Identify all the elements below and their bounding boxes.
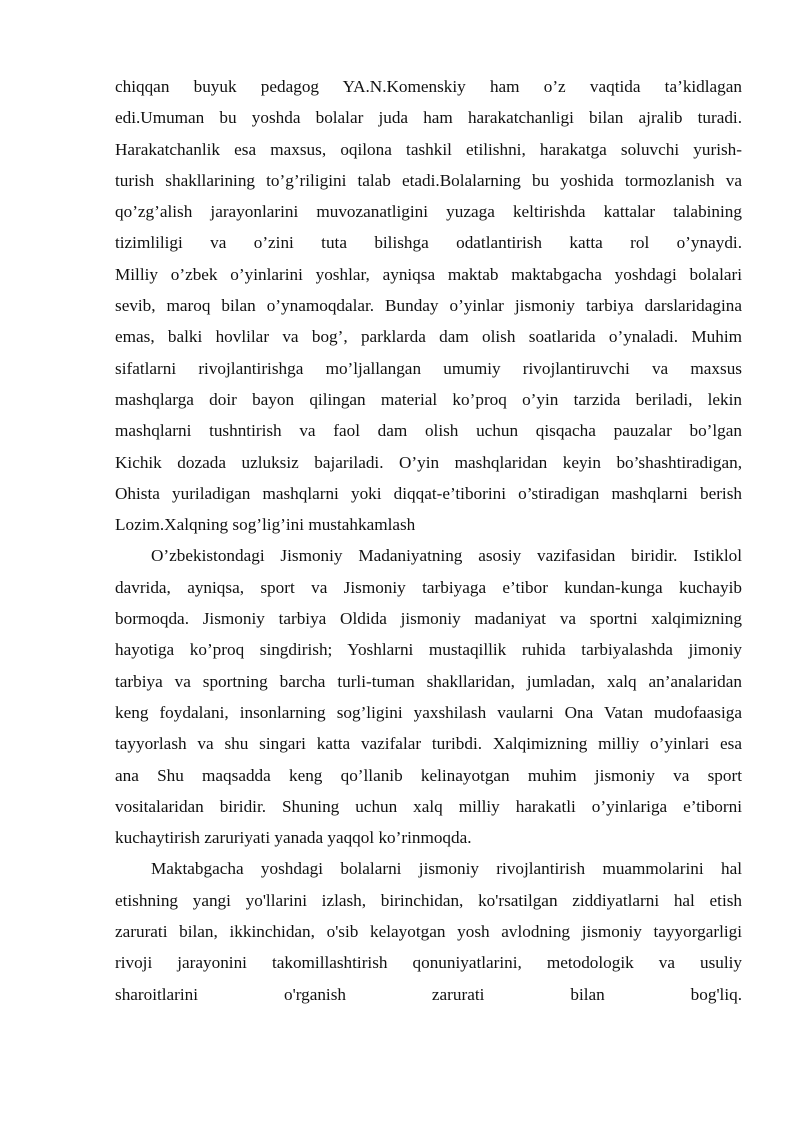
text-line: Kichik dozada uzluksiz bajariladi. O’yin mashqlaridan keyin bo’shashtiradigan,	[115, 452, 742, 472]
text-line: edi.Umuman bu yoshda bolalar juda ham harakatchanligi bilan ajralib turadi.	[115, 108, 742, 128]
paragraph-3	[115, 853, 742, 1009]
text-line: tayyorlash va shu singari katta vazifalar turibdi. Xalqimizning milliy o’yinlari esa	[115, 734, 742, 754]
text-line: bormoqda. Jismoniy tarbiya Oldida jismoniy madaniyat va sportni xalqimizning	[115, 609, 742, 629]
text-line: sevib, maroq bilan o’ynamoqdalar. Bunday o’yinlar jismoniy tarbiya darslaridagina	[115, 296, 742, 316]
text-line: keng foydalani, insonlarning sog’ligini yaxshilash vaularni Ona Vatan mudofaasiga	[115, 702, 742, 722]
text-line: Milliy o’zbek o’yinlarini yoshlar, ayniqsa maktab maktabgacha yoshdagi bolalari	[115, 264, 742, 284]
paragraph-1	[115, 71, 742, 540]
text-line: ana Shu maqsadda keng qo’llanib kelinayotgan muhim jismoniy va sport	[115, 765, 742, 785]
text-line: emas, balki hovlilar va bog’, parklarda dam olish soatlarida o’ynaladi. Muhim	[115, 327, 742, 347]
text-line: hayotiga ko’proq singdirish; Yoshlarni mustaqillik ruhida tarbiyalashda jimoniy	[115, 640, 742, 660]
text-line: vositalaridan biridir. Shuning uchun xalq milliy harakatli o’yinlariga e’tiborni	[115, 796, 742, 816]
document-page	[115, 71, 742, 1010]
text-line: tarbiya va sportning barcha turli-tuman shakllaridan, jumladan, xalq an’analaridan	[115, 671, 742, 691]
text-line: turish shakllarining to’g’riligini talab etadi.Bolalarning bu yoshida tormozlanish va	[115, 170, 742, 190]
text-line: tizimliligi va o’zini tuta bilishga odatlantirish katta rol o’ynaydi.	[115, 233, 742, 253]
text-line: O’zbekistondagi Jismoniy Madaniyatning asosiy vazifasidan biridir. Istiklol	[151, 546, 742, 566]
text-line: Maktabgacha yoshdagi bolalarni jismoniy rivojlantirish muammolarini hal	[151, 859, 742, 879]
text-line: chiqqan buyuk pedagog YA.N.Komenskiy ham o’z vaqtida ta’kidlagan	[115, 77, 742, 96]
text-line: Ohista yuriladigan mashqlarni yoki diqqat-e’tiborini o’stiradigan mashqlarni berish	[115, 483, 742, 503]
text-line: rivoji jarayonini takomillashtirish qonuniyatlarini, metodologik va usuliy	[115, 953, 742, 973]
text-line: qo’zg’alish jarayonlarini muvozanatligini yuzaga keltirishda kattalar talabining	[115, 202, 742, 222]
text-line: sifatlarni rivojlantirishga mo’ljallangan umumiy rivojlantiruvchi va maxsus	[115, 358, 742, 378]
text-line: etishning yangi yo'llarini izlash, birinchidan, ko'rsatilgan ziddiyatlarni hal etish	[115, 890, 742, 910]
text-line: Lozim.Xalqning sog’lig’ini mustahkamlash	[115, 515, 416, 535]
text-line: mashqlarga doir bayon qilingan material ko’proq o’yin tarzida beriladi, lekin	[115, 389, 742, 409]
text-line: Harakatchanlik esa maxsus, oqilona tashkil etilishni, harakatga soluvchi yurish-	[115, 139, 742, 159]
text-line: davrida, ayniqsa, sport va Jismoniy tarbiyaga e’tibor kundan-kunga kuchayib	[115, 577, 742, 597]
paragraph-2	[115, 540, 742, 853]
text-line: kuchaytirish zaruriyati yanada yaqqol ko’rinmoqda.	[115, 828, 472, 848]
text-line: zarurati bilan, ikkinchidan, o'sib kelayotgan yosh avlodning jismoniy tayyorgarligi	[115, 922, 742, 942]
text-line: sharoitlarini o'rganish zarurati bilan bog'liq.	[115, 984, 742, 1004]
text-line: mashqlarni tushntirish va faol dam olish uchun qisqacha pauzalar bo’lgan	[115, 421, 742, 441]
